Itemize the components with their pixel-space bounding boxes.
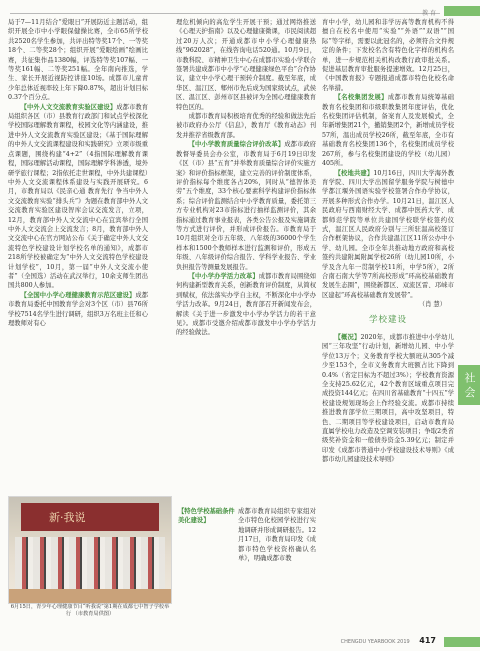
col3-section-7 <box>322 333 454 465</box>
section-title: 学校建设 <box>368 314 407 325</box>
inset-heading-box <box>178 507 236 641</box>
photo-caption: 6月15日，青少年心理健康节目“听我说”第1期在成都七中智子学校举行 （市教育局供图） <box>10 604 170 617</box>
col3-section-6 <box>322 169 454 301</box>
column-1 <box>8 18 148 492</box>
section-body: 成都市政府教督导委员会办公室，市教育局于6月19日印发《区（市）县“五育”并举教育质量综合评价实施方案》和评价指标框架，建立完善的评价制度体系，评价指标每个维度各占20%，同时从“德智体美劳”五个维度，33个核心要素科学构建评价指标体系；综合评价监测结合中小学教育质量，委托第三方专业机构对23市指标进行抽样监测评价，其余指标通过教育事业报表，各类公告公报及实施调查等方式进行评价，并形成评价报告。市教育局于10月组织对全市五年级、八年级的36000个学生样本和1500个教师样本进行监测和评价，形成五年级、八年级评价综合报告、学科学业报告、学业负担报告等测量发展报告。 <box>176 141 316 271</box>
section-heading: 【校地共建】 <box>334 169 374 177</box>
section-body: 成都市教育局组织各区（市）县教育行政部门和试点学校深化学校国际理解教育课程，校园文化等内涵建设，推进中外人文交流教育实验区建设；《基于国际理解的中外人文交流课程建设和实践研究》立项市级重点课题，围绕构建“4+2”（4指国际理解教育课程，国际理解活动课程，国际理解学科渗透，境外研学旅行课程；2指依托走世课程，中外共建课程）中外人文交流课程体系建设与实践开展研究。6月，市教育局以《民亲心通 教育先行 争当中外人文交流教育实验“排头兵”》为题在教育部中外人文交流教育实验区建设智库会议交流发言，立项，12月，教育部中外人文交流中心在宜宾举行全国中外人文交流会上交流发言；8月，教育部中外人文交流中心在官方网站公布《关于确定中外人文交流特色学校建设计划学校名单的通知》，成都市218所学校被确定为“中外人文交流特色学校建设计划学校”，10月，第一届“中外人文交流小使者”（全国选）活动在武汉举行，10余支师生团出国共800人参加。 <box>8 103 148 290</box>
col1-section-2 <box>8 291 148 329</box>
section-body: 成都市教育局统筹基础教育名校集团和市级职教集团年度评估，优化名校集团评估机制，备案育人及发展模式，全年新增集团21个，撤销集团2个，新增成员学校57所，温出成员学校26所，截至年底，全市有基础教育名校集团136个，名校集团成员学校267所，参与名校集团建设的学校（幼儿园）405所。 <box>322 94 454 168</box>
banner-text: 新·我说 <box>49 511 86 524</box>
section-heading: 【中小学教育质量综合评价改革】 <box>188 141 285 149</box>
footer-yearbook: CHENGDU YEARBOOK 2019 <box>340 639 410 645</box>
header-section-label: 教 育 <box>422 10 436 17</box>
col2-para-1: 理危机倾向的高危学生开展干预；通过网络推送《心理天护指南》以及心理健康微课，市民阅读超过20万人次；开通成都市中小学心理健康热线“962028”，在线咨询电话520通。10月9日，市教科院、市精神卫生中心在成都市实验小学联合签署共建成都市中小学“心理健康绿色平台”合作协议，建立中小学心理干预转介制度。截至年底，成华区、温江区、郫州市先后成为国家级试点，武侯区、温江区、彭州市区县被评为全国心理健康教育特色区的。 <box>176 19 316 111</box>
col3-section-5 <box>322 93 454 168</box>
section-body: 成都市教育局围绕如何构建新型教育关系，创新教育评价制度，从简权到赋权，依法落实办学自主权，不断深化中小学办学活力改革。9月24日，教育部召开新闻发布会，解读《关于进一步激发中小学办学活力的若干意见》。成都市受邀介绍成都市激发中小学办学活力的经验做法。 <box>176 272 316 337</box>
students-group <box>15 537 165 597</box>
section-heading: 【中外人文交流教育实验区建设】 <box>20 103 117 111</box>
event-photo <box>8 496 172 604</box>
col2-section-3 <box>176 140 316 272</box>
section-heading: 【特色学校基础条件美化建设】 <box>178 508 235 525</box>
section-body: 成都市教育局委托中国教育学会对3个区（市）县76所学校7514名学生进行调研，组织3万名班主任和心理教师对有心 <box>8 291 148 327</box>
section-heading: 【名校集团发展】 <box>334 94 388 102</box>
stage-banner <box>21 503 159 531</box>
page-number: 417 <box>419 636 436 645</box>
col1-section-1 <box>8 103 148 291</box>
header-rule <box>10 13 440 14</box>
header-color-tab <box>444 6 480 16</box>
author-signature: （肖 慧） <box>418 301 446 309</box>
section-heading: 【中小学办学活力改革】 <box>188 272 259 280</box>
footer-color-tab <box>444 637 480 647</box>
col2-para-2: 成都市教育局积极培育优秀的经验和做法先后被市政府办公厅《信息》，教育厅《教育动态》刊发并推荐省级教育部。 <box>176 113 316 139</box>
page-header <box>0 6 480 16</box>
section-body: 2020年，成都市推进中小学幼儿园“三年攻坚”行动计划，新增幼儿园、中小学学位13万个；义务教育学校大额班从305个减少至153个，全市义务教育大班额占比下降到0.4%（省定目标为不超过3%）；学校教育资源全支持25.62亿元，42个教育区域重点项目完成投资144亿元；在四川省基础教育“十四五”学校建设规划现场会上作经验交流。成都市持续推进教育部学位三期项目，高中攻坚项目，特色、二期项目等学校建设项目，启动市教育局直属学校电力改造及空调安装项目；争取2类省级奖补资金和一般债券资金5.39亿元；制定并印发《成都市普通中小学校建设技术导则》《成都市幼儿园建设技术导则》 <box>322 334 454 464</box>
page-footer <box>341 636 436 645</box>
col3-para-1: 育中小学，幼儿园和非学历高等教育机构不得擅自在校名中使用“实验”“外语”“双语”“国际”等字样，需要以此冠名的，必须符合文件规定的条件；下发校名含有特色化字样的机构名单，进一步规范相关机构改教行政审批关系。促进基层教育审批服务提速增效。12月25日，《中国教育报》专题报道成都市特色化校名命名举措。 <box>322 19 454 92</box>
section-heading: 【全国中小学心理健康教育示范区建设】 <box>20 291 136 299</box>
column-3 <box>322 18 454 634</box>
col2-section-4 <box>176 272 316 338</box>
section-body: 10月16日，四川大学海外教育学院、四川大学出国留学服务学院与树德中学都江堰外国语实验学校签署合作办学协议，开展多种形式合作办学。10月21日，温江区人民政府与西南财经大学、成都中医药大学、成都师范学院等单位共建国学校联学校签约仪式，温江区人民政府分别与三所驻温高校签订合作框架协议，合作共建温江区11所公办中小学、幼儿园。全市全年共推动地方政府和高校签约共建附属附属学校26所（幼儿园10所，小学及含九年一贯制学校11所，中学5所），2所合南石南大学等7所高校形成“环高校基础教育发展生态圈”，围绕新都区、双流区雷、邛崃市区建起“环高校基础教育发展带”。 <box>322 169 454 299</box>
side-section-tab: 社 会 <box>458 365 480 405</box>
stage-floor <box>9 589 171 603</box>
column-2 <box>176 18 316 504</box>
inset-body: 成都市教育局组织专家组对全市特色化校园学校进行实地调研并形成调研报告。12月17日，市教育局印发《成都市特色学校资格确认名单》，明确成都市教 <box>238 508 316 563</box>
col1-intro: 局于7—11月结合“爱眼日”开展防近主题活动，组织开展全市中小学眼保健操比赛，全市65所学校共2520名学生参加，共评出特等奖17个、一等奖18个、二等奖28个；组织开展“爱眼绘画”绘画比赛，共征集作品1380幅，评选特等奖107幅、一等奖161幅、二等奖251幅。全年南向推选，学生、家长开展近视防控讲座10场。成都市儿童青少年总体近视率较上年下降0.87%，超出计划目标0.37个百分点。 <box>8 19 148 102</box>
section-heading: 【概况】 <box>334 334 361 341</box>
